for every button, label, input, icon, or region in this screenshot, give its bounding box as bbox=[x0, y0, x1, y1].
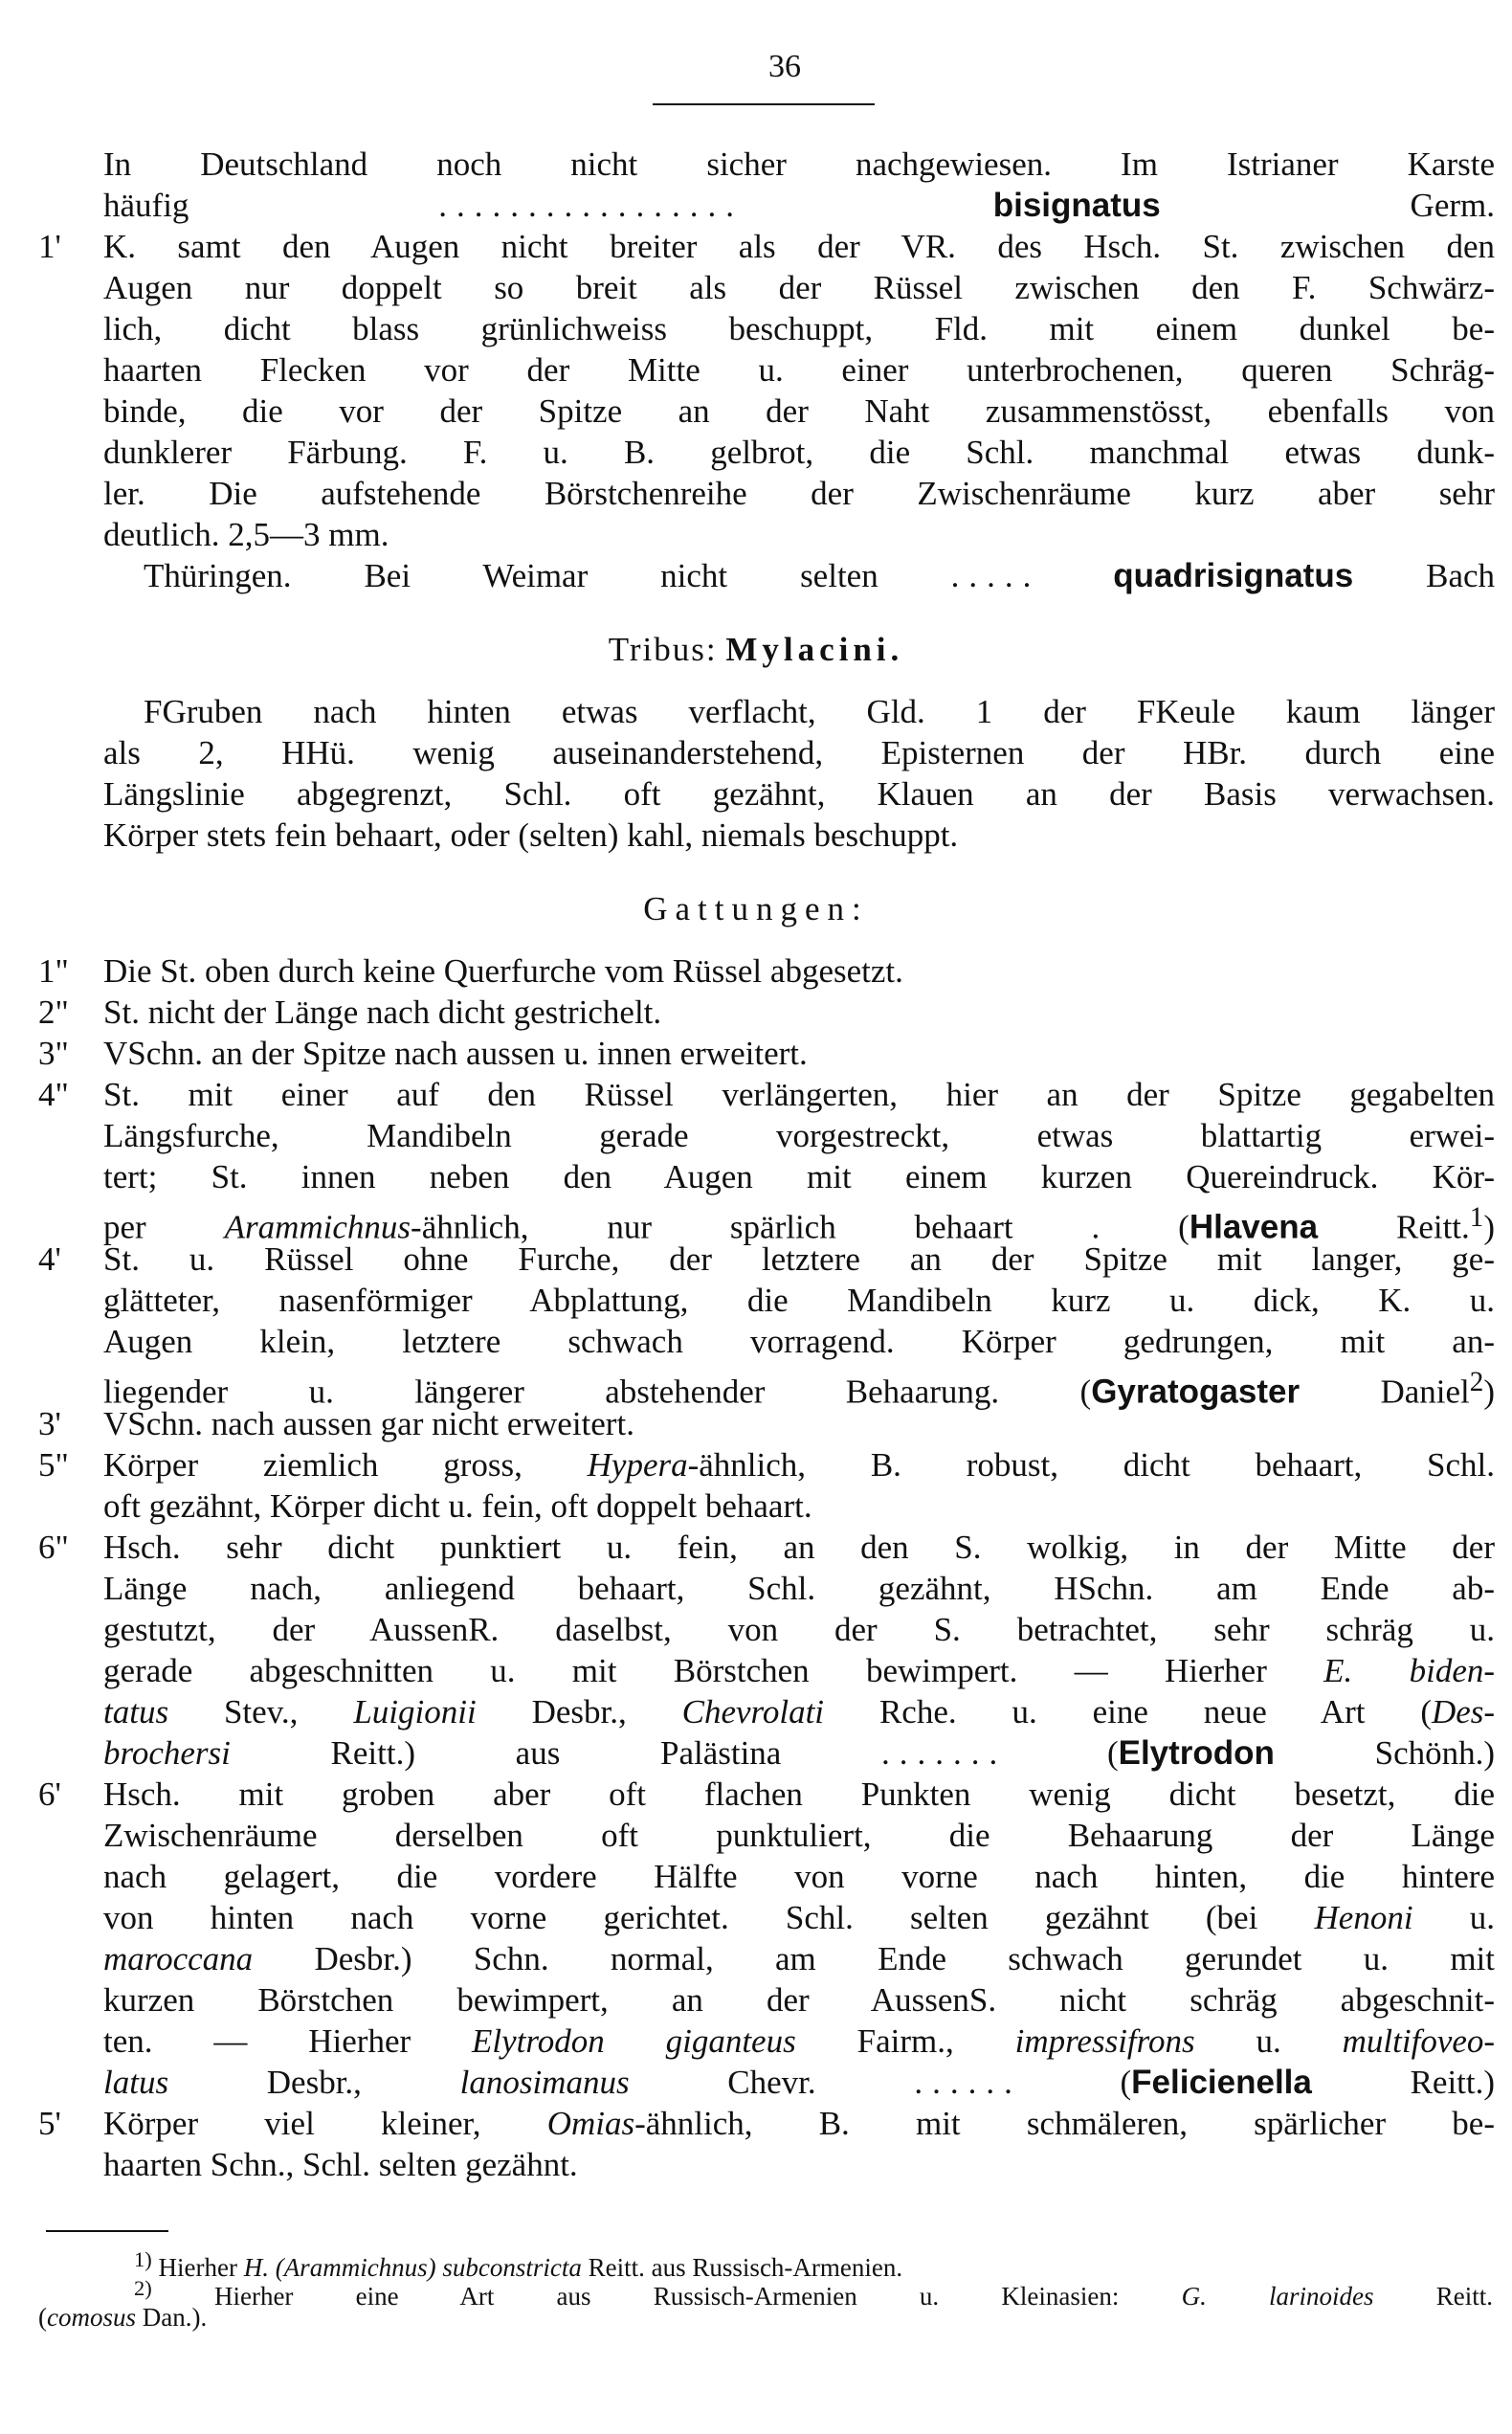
genus-author: Schönh. bbox=[1374, 1734, 1484, 1772]
couplet-text: nach gelagert, die vordere Hälfte von vorne nach hinten, die hintere bbox=[103, 1858, 1495, 1895]
couplet-text: kurzen Börstchen bewimpert, an der AussenS. nicht schräg abgeschnit- bbox=[103, 1981, 1495, 2019]
text-run: Desbr., bbox=[531, 1693, 627, 1731]
taxon-italic: Des- bbox=[1431, 1693, 1496, 1731]
key-line bbox=[0, 1321, 1512, 1362]
gattungen-heading bbox=[0, 888, 1512, 929]
couplet-label: 4" bbox=[38, 1076, 69, 1113]
couplet-text: Länge nach, anliegend behaart, Schl. gezähnt, HSchn. am Ende ab- bbox=[103, 1570, 1495, 1607]
couplet-text: gestutzt, der AussenR. daselbst, von der S. betrachtet, sehr schräg u. bbox=[103, 1611, 1495, 1648]
key-line bbox=[0, 1156, 1512, 1197]
text-line bbox=[0, 185, 1512, 226]
couplet-label: 6' bbox=[38, 1775, 61, 1813]
footnotes bbox=[38, 2245, 1493, 2332]
couplet-label: 3' bbox=[38, 1405, 61, 1442]
gattungen-heading-text: Gattungen: bbox=[643, 890, 869, 927]
intro-line: In Deutschland noch nicht sicher nachgewiesen. Im Istrianer Karste bbox=[103, 145, 1495, 183]
text-run: Desbr.) Schn. normal, am Ende schwach gerundet u. mit bbox=[314, 1940, 1496, 1977]
page-number: 36 bbox=[768, 49, 801, 84]
text-run: Körper ziemlich gross, bbox=[103, 1446, 523, 1484]
couplet-text: tert; St. innen neben den Augen mit einem kurzen Quereindruck. Kör- bbox=[103, 1158, 1495, 1195]
key-line bbox=[0, 1362, 1512, 1411]
text-run: Chevr. bbox=[727, 2064, 816, 2101]
key-line bbox=[0, 1815, 1512, 1856]
text-line bbox=[0, 732, 1512, 773]
key-line bbox=[0, 1444, 1512, 1485]
key-line bbox=[0, 1691, 1512, 1732]
genus-name: Felicienella bbox=[1131, 2064, 1312, 2101]
text-run: u. bbox=[1469, 1899, 1496, 1936]
tribus-heading-text bbox=[0, 629, 1512, 670]
taxon-italic: impressifrons bbox=[1014, 2022, 1195, 2060]
taxon-italic: tatus bbox=[103, 1693, 169, 1731]
couplet-text: Hsch. mit groben aber oft flachen Punkten wenig dicht besetzt, die bbox=[103, 1775, 1495, 1813]
key-line bbox=[0, 1403, 1512, 1444]
tribus-prefix: Tribus: bbox=[608, 631, 718, 668]
taxon-italic: lanosimanus bbox=[459, 2064, 630, 2101]
couplet-label: 4' bbox=[38, 1240, 61, 1278]
couplet-label: 1" bbox=[38, 952, 69, 990]
key-line bbox=[0, 1239, 1512, 1280]
couplet-text bbox=[103, 2103, 1495, 2144]
leader-line bbox=[103, 185, 1495, 226]
text-run: -ähnlich, B. robust, dicht behaart, Schl. bbox=[687, 1446, 1495, 1484]
text-run: -ähnlich, B. mit schmäleren, spärlicher be- bbox=[634, 2105, 1495, 2142]
key-line bbox=[0, 1197, 1512, 1246]
key-line bbox=[0, 1485, 1512, 1527]
key-line bbox=[0, 1732, 1512, 1774]
header-rule bbox=[653, 103, 875, 105]
text-line bbox=[0, 349, 1512, 391]
text-run: Körper viel kleiner, bbox=[103, 2105, 481, 2142]
taxon-italic: Arammichnus bbox=[224, 1208, 411, 1246]
couplet-text: St. u. Rüssel ohne Furche, der letztere an der Spitze mit langer, ge- bbox=[103, 1240, 1495, 1278]
text-line bbox=[0, 514, 1512, 555]
couplet-line: ler. Die aufstehende Börstchenreihe der Zwischenräume kurz aber sehr bbox=[103, 475, 1495, 512]
couplet-text bbox=[103, 1691, 1495, 1732]
key-line bbox=[0, 1527, 1512, 1568]
couplet-text: oft gezähnt, Körper dicht u. fein, oft doppelt behaart. bbox=[103, 1487, 812, 1525]
taxon-italic: Omias bbox=[546, 2105, 635, 2142]
key-line bbox=[0, 2021, 1512, 2062]
text-line bbox=[0, 267, 1512, 308]
footnote-rule bbox=[46, 2230, 168, 2232]
couplet-text: per Arammichnus-ähnlich, nur spärlich behaart . (Hlavena Reitt.$^1$) bbox=[103, 1202, 1496, 1246]
key-line bbox=[0, 992, 1512, 1033]
key-line bbox=[0, 1856, 1512, 1897]
footnote-1 bbox=[38, 2245, 1493, 2282]
couplet-label: 5" bbox=[38, 1446, 69, 1484]
key-line bbox=[0, 1774, 1512, 1815]
text-line bbox=[0, 391, 1512, 432]
text-run: Reitt. bbox=[1435, 2282, 1494, 2311]
tribus-line: als 2, HHü. wenig auseinanderstehend, Episternen der HBr. durch eine bbox=[103, 734, 1495, 771]
couplet-line: lich, dicht blass grünlichweiss beschuppt, Fld. mit einem dunkel be- bbox=[103, 310, 1495, 347]
tribus-name: Mylacini. bbox=[725, 631, 904, 668]
taxon-italic: E. biden- bbox=[1323, 1652, 1496, 1689]
key-line bbox=[0, 1033, 1512, 1074]
couplet-text: Die St. oben durch keine Querfurche vom Rüssel abgesetzt. bbox=[103, 952, 903, 990]
couplet-text: Längsfurche, Mandibeln gerade vorgestreckt, etwas blattartig erwei- bbox=[103, 1117, 1495, 1154]
text-line bbox=[0, 308, 1512, 349]
couplet-text: latus Desbr., lanosimanus Chevr. ...... (Felicienella Reitt.) bbox=[103, 2064, 1496, 2101]
couplet-text: St. nicht der Länge nach dicht gestrichelt. bbox=[103, 994, 662, 1031]
text-line bbox=[0, 144, 1512, 185]
couplet-text: VSchn. nach aussen gar nicht erweitert. bbox=[103, 1405, 634, 1442]
species-author: Bach bbox=[1426, 557, 1496, 594]
couplet-text: Hsch. sehr dicht punktiert u. fein, an den S. wolkig, in der Mitte der bbox=[103, 1529, 1495, 1566]
couplet-text: VSchn. an der Spitze nach aussen u. innen erweitert. bbox=[103, 1035, 808, 1072]
couplet-text bbox=[103, 1938, 1495, 1979]
leader-line bbox=[144, 555, 1495, 596]
footnote-mark: 1) bbox=[134, 2247, 152, 2271]
couplet-line: Augen nur doppelt so breit als der Rüssel zwischen den F. Schwärz- bbox=[103, 269, 1495, 306]
couplet-line: dunklerer Färbung. F. u. B. gelbrot, die Schl. manchmal etwas dunk- bbox=[103, 434, 1495, 471]
genus-author: Reitt. bbox=[1410, 2064, 1484, 2101]
couplet-text: glätteter, nasenförmiger Abplattung, die Mandibeln kurz u. dick, K. u. bbox=[103, 1282, 1495, 1319]
key-line bbox=[0, 2103, 1512, 2144]
locality-text: Thüringen. Bei Weimar nicht selten bbox=[144, 557, 878, 594]
text-run: Rche. u. eine neue Art ( bbox=[878, 1693, 1432, 1731]
footnote-ref[interactable]: 1 bbox=[1469, 1202, 1484, 1233]
key-line bbox=[0, 1115, 1512, 1156]
key-line bbox=[0, 1609, 1512, 1650]
genus-name: Elytrodon bbox=[1118, 1734, 1275, 1772]
couplet-line: binde, die vor der Spitze an der Naht zusammenstösst, ebenfalls von bbox=[103, 392, 1495, 430]
couplet-text: Augen klein, letztere schwach vorragend. Körper gedrungen, mit an- bbox=[103, 1323, 1495, 1360]
couplet-label: 6" bbox=[38, 1529, 69, 1566]
tribus-line: Körper stets fein behaart, oder (selten) kahl, niemals beschuppt. bbox=[103, 816, 959, 854]
text-run: Hierher bbox=[158, 2253, 237, 2282]
couplet-label: 5' bbox=[38, 2105, 61, 2142]
genus-author: Reitt. bbox=[1395, 1208, 1470, 1246]
couplet-label: 3" bbox=[38, 1035, 69, 1072]
text-line bbox=[0, 815, 1512, 856]
couplet-text bbox=[103, 1444, 1495, 1485]
text-line bbox=[0, 432, 1512, 473]
couplet-text: Zwischenräume derselben oft punktuliert, die Behaarung der Länge bbox=[103, 1817, 1495, 1854]
key-line bbox=[0, 2062, 1512, 2103]
taxon-italic: Henoni bbox=[1314, 1899, 1413, 1936]
key-line bbox=[0, 1568, 1512, 1609]
taxon-italic: comosus bbox=[47, 2303, 136, 2332]
text-run: Dan.). bbox=[142, 2303, 208, 2332]
species-name: quadrisignatus bbox=[1113, 557, 1354, 594]
taxon-italic: G. larinoides bbox=[1181, 2282, 1374, 2311]
taxon-italic: Elytrodon giganteus bbox=[472, 2022, 796, 2060]
footnote-2-cont bbox=[38, 2303, 1493, 2332]
taxon-italic: Luigionii bbox=[353, 1693, 477, 1731]
dot-leader: ..... bbox=[950, 557, 1041, 594]
taxon-italic: H. (Arammichnus) subconstricta bbox=[243, 2253, 582, 2282]
text-line bbox=[0, 555, 1512, 596]
text-line bbox=[0, 691, 1512, 732]
couplet-text: liegender u. längerer abstehender Behaarung. (Gyratogaster Daniel$^2$) bbox=[103, 1367, 1495, 1411]
dot-leader: ....... bbox=[881, 1734, 1008, 1772]
text-run: Hierher eine Art aus Russisch-Armenien u. Kleinasien: bbox=[213, 2282, 1120, 2311]
footnote-2 bbox=[38, 2274, 1494, 2311]
dot-leader: ................. bbox=[438, 187, 744, 224]
key-line bbox=[0, 950, 1512, 992]
text-run: Reitt. aus Russisch-Armenien. bbox=[588, 2253, 903, 2282]
text-run: ( bbox=[38, 2303, 47, 2332]
page-body bbox=[0, 144, 1512, 2185]
couplet-text: St. mit einer auf den Rüssel verlängerten, hier an der Spitze gegabelten bbox=[103, 1076, 1495, 1113]
footnote-text bbox=[38, 2303, 1493, 2332]
tribus-line: FGruben nach hinten etwas verflacht, Gld. 1 der FKeule kaum länger bbox=[144, 693, 1495, 730]
tribus-heading bbox=[0, 629, 1512, 670]
couplet-label: 1' bbox=[38, 228, 61, 265]
key-line bbox=[0, 1938, 1512, 1979]
key-line bbox=[0, 1897, 1512, 1938]
key-line bbox=[0, 1979, 1512, 2021]
genus-name: Gyratogaster bbox=[1091, 1373, 1301, 1411]
taxon-italic: latus bbox=[103, 2064, 169, 2101]
text-line bbox=[0, 473, 1512, 514]
text-line bbox=[0, 226, 1512, 267]
genus-author: Daniel bbox=[1380, 1373, 1470, 1411]
couplet-text bbox=[103, 2021, 1495, 2062]
taxon-italic: multifoveo- bbox=[1342, 2022, 1496, 2060]
text-run: per bbox=[103, 1208, 146, 1246]
taxon-italic: Hypera bbox=[587, 1446, 688, 1484]
couplet-label: 2" bbox=[38, 994, 69, 1031]
text-run: Desbr., bbox=[266, 2064, 362, 2101]
text-run: ten. — Hierher bbox=[103, 2022, 411, 2060]
couplet-text bbox=[103, 1897, 1495, 1938]
text-run: Fairm., bbox=[856, 2022, 954, 2060]
couplet-text bbox=[103, 1650, 1495, 1691]
text-run: Stev., bbox=[223, 1693, 299, 1731]
key-line bbox=[0, 2144, 1512, 2185]
intro-text: häufig bbox=[103, 187, 189, 224]
footnote-mark: 2) bbox=[134, 2276, 152, 2300]
text-run: u. bbox=[1256, 2022, 1281, 2060]
footnote-ref[interactable]: 2 bbox=[1469, 1367, 1484, 1397]
taxon-italic: brochersi bbox=[103, 1734, 231, 1772]
text-run: von hinten nach vorne gerichtet. Schl. selten gezähnt (bei bbox=[103, 1899, 1258, 1936]
text-run: -ähnlich, nur spärlich behaart bbox=[411, 1208, 1013, 1246]
text-run: liegender u. längerer abstehender Behaarung. bbox=[103, 1373, 1000, 1411]
text-line bbox=[0, 773, 1512, 815]
couplet-line: K. samt den Augen nicht breiter als der VR. des Hsch. St. zwischen den bbox=[103, 228, 1495, 265]
couplet-line: haarten Flecken vor der Mitte u. einer unterbrochenen, queren Schräg- bbox=[103, 351, 1495, 389]
text-run: Reitt.) aus Palästina bbox=[330, 1734, 782, 1772]
species-name: bisignatus bbox=[992, 187, 1161, 224]
tribus-line: Längslinie abgegrenzt, Schl. oft gezähnt, Klauen an der Basis verwachsen. bbox=[103, 775, 1495, 813]
text-run: gerade abgeschnitten u. mit Börstchen bewimpert. — Hierher bbox=[103, 1652, 1267, 1689]
taxon-italic: maroccana bbox=[103, 1940, 254, 1977]
genus-name: Hlavena bbox=[1189, 1208, 1319, 1246]
couplet-line: deutlich. 2,5—3 mm. bbox=[103, 516, 389, 553]
key-line bbox=[0, 1280, 1512, 1321]
couplet-text: brochersi Reitt.) aus Palästina ....... (Elytrodon Schönh.) bbox=[103, 1734, 1496, 1772]
couplet-text: haarten Schn., Schl. selten gezähnt. bbox=[103, 2146, 578, 2183]
key-line bbox=[0, 1074, 1512, 1115]
species-author: Germ. bbox=[1410, 187, 1495, 224]
key-line bbox=[0, 1650, 1512, 1691]
dot-leader: ...... bbox=[914, 2064, 1022, 2101]
taxon-italic: Chevrolati bbox=[681, 1693, 825, 1731]
